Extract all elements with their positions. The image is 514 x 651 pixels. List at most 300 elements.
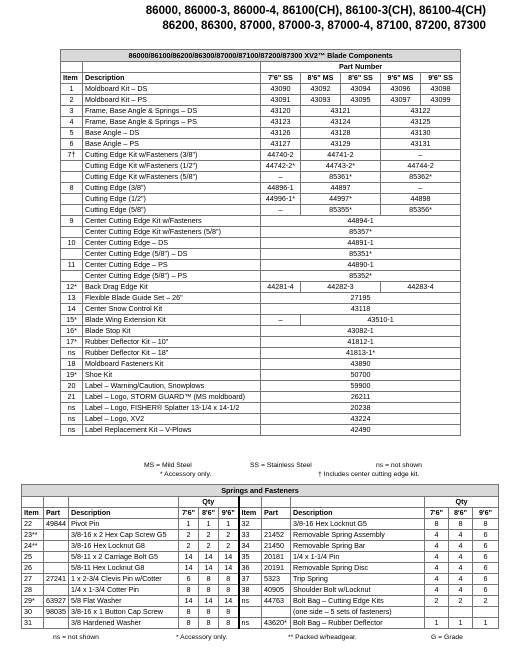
- qty-value: 8: [199, 618, 219, 629]
- item-number: 31: [22, 618, 44, 629]
- part-number-cell: 27195: [261, 293, 461, 304]
- part-number-cell: 44997*: [301, 194, 381, 205]
- qty-size-header-right: 7'6": [425, 508, 449, 519]
- qty-value: 2: [219, 541, 239, 552]
- part-number-cell: 43131: [381, 139, 461, 150]
- part-description: Bolt Bag – Rubber Deflector: [291, 618, 425, 629]
- description-header-left: Description: [69, 508, 179, 519]
- table-row: [61, 293, 461, 304]
- qty-value: 6: [473, 541, 499, 552]
- table-row: [61, 315, 461, 326]
- part-description: Shoulder Bolt w/Locknut: [291, 585, 425, 596]
- part-number-cell: –: [261, 172, 301, 183]
- table-row: [61, 304, 461, 315]
- table-row: [61, 326, 461, 337]
- item-number: ns: [61, 348, 83, 359]
- table-row: [61, 348, 461, 359]
- part-description: Center Cutting Edge Kit w/Fasteners (5/8"): [83, 227, 261, 238]
- part-number-cell: 44891-1: [261, 238, 461, 249]
- qty-value: [449, 607, 473, 618]
- blade-components-table: [60, 49, 461, 436]
- part-number: 49844: [44, 519, 69, 530]
- part-description: 3/8-16 x 2 Hex Cap Screw G5: [69, 530, 179, 541]
- part-number: [44, 585, 69, 596]
- description-header-right: Description: [291, 508, 425, 519]
- item-number: [61, 249, 83, 260]
- qty-size-header-right: 8'6": [449, 508, 473, 519]
- blade-table-title: 86000/86100/86200/86300/87000/87100/87200/87300 XV2™ Blade Components: [61, 50, 461, 62]
- qty-value: 8: [179, 585, 199, 596]
- item-number: 32: [239, 519, 262, 530]
- part-description: Moldboard Kit – DS: [83, 84, 261, 95]
- item-number: 38: [239, 585, 262, 596]
- part-description: Cutting Edge Kit w/Fasteners (5/8"): [83, 172, 261, 183]
- table-row: [61, 381, 461, 392]
- part-number-cell: 43121: [301, 106, 381, 117]
- table-row: [61, 172, 461, 183]
- qty-value: 4: [449, 585, 473, 596]
- qty-value: 4: [425, 530, 449, 541]
- part-description: 3/8-16 Hex Locknut G5: [291, 519, 425, 530]
- part-description: Base Angle – PS: [83, 139, 261, 150]
- part-number-cell: 43093: [301, 95, 341, 106]
- item-number: 3: [61, 106, 83, 117]
- part-description: Cutting Edge Kit w/Fasteners (3/8"): [83, 150, 261, 161]
- item-number: 34: [239, 541, 262, 552]
- item-number: 25: [22, 552, 44, 563]
- qty-value: 4: [425, 574, 449, 585]
- part-number-cell: 44282-3: [301, 282, 381, 293]
- part-number-cell: 85357*: [261, 227, 461, 238]
- model-list-line-1: 86000, 86000-3, 86000-4, 86100(CH), 86100-3(CH), 86100-4(CH): [145, 4, 486, 17]
- part-description: Cutting Edge (3/8"): [83, 183, 261, 194]
- part-number-cell: 43128: [301, 128, 381, 139]
- qty-value: 8: [199, 607, 219, 618]
- part-number-cell: 85352*: [261, 271, 461, 282]
- legend-center-edge: † Includes center cutting edge kit.: [318, 471, 420, 478]
- part-header-left: Part: [44, 508, 69, 519]
- table-row: [61, 205, 461, 216]
- item-number: 9: [61, 216, 83, 227]
- part-number-cell: 43126: [261, 128, 301, 139]
- part-number-cell: 44896-1: [261, 183, 301, 194]
- table-row: [61, 238, 461, 249]
- part-description: Center Snow Control Kit: [83, 304, 261, 315]
- item-number: 5: [61, 128, 83, 139]
- size-column-header: 8'6" MS: [301, 73, 341, 84]
- part-number-cell: 43095: [341, 95, 381, 106]
- legend-grade: G = Grade: [431, 634, 463, 641]
- part-description: Blade Stop Kit: [83, 326, 261, 337]
- qty-value: 4: [449, 563, 473, 574]
- part-number-cell: 43510-1: [301, 315, 461, 326]
- part-number-cell: 43099: [421, 95, 461, 106]
- item-number: 20: [61, 381, 83, 392]
- part-description: (one side – 5 sets of fasteners): [291, 607, 425, 618]
- part-description: Blade Wing Extension Kit: [83, 315, 261, 326]
- table-row: [22, 574, 499, 585]
- qty-value: 1: [199, 519, 219, 530]
- qty-value: 1: [179, 519, 199, 530]
- item-number: 24**: [22, 541, 44, 552]
- part-number-cell: 43098: [421, 84, 461, 95]
- item-number: 35: [239, 552, 262, 563]
- item-number: 11: [61, 260, 83, 271]
- qty-value: 8: [219, 574, 239, 585]
- item-number: 21: [61, 392, 83, 403]
- qty-value: 2: [425, 596, 449, 607]
- part-description: Frame, Base Angle & Springs – DS: [83, 106, 261, 117]
- size-column-header: 9'6" MS: [381, 73, 421, 84]
- part-description: 1/4 x 1-1/4 Pin: [291, 552, 425, 563]
- part-number-cell: 41812-1: [261, 337, 461, 348]
- part-number-cell: 43129: [301, 139, 381, 150]
- item-number: [61, 172, 83, 183]
- description-column-header: Description: [83, 73, 261, 84]
- qty-value: 1: [425, 618, 449, 629]
- table-row: [61, 216, 461, 227]
- qty-value: 1: [449, 618, 473, 629]
- part-description: Removable Spring Disc: [291, 563, 425, 574]
- part-number-cell: –: [261, 205, 301, 216]
- part-description: 5/8-11 x 2 Carriage Bolt G5: [69, 552, 179, 563]
- qty-value: 4: [449, 530, 473, 541]
- part-description: Frame, Base Angle & Springs – PS: [83, 117, 261, 128]
- item-number: 29*: [22, 596, 44, 607]
- part-number-header: Part Number: [261, 62, 461, 73]
- part-description: Center Cutting Edge (5/8") – PS: [83, 271, 261, 282]
- part-number-cell: 43127: [261, 139, 301, 150]
- part-description: Flexible Blade Guide Set – 26": [83, 293, 261, 304]
- table-row: [22, 563, 499, 574]
- item-number: 2: [61, 95, 83, 106]
- part-description: Bolt Bag – Cutting Edge Kits: [291, 596, 425, 607]
- part-description: Cutting Edge (5/8"): [83, 205, 261, 216]
- item-number: ns: [61, 425, 83, 436]
- item-number: 7†: [61, 150, 83, 161]
- qty-value: 14: [179, 563, 199, 574]
- item-number: ns: [61, 414, 83, 425]
- part-description: 1 x 2-3/4 Clevis Pin w/Cotter: [69, 574, 179, 585]
- springs-fasteners-table: [21, 484, 499, 629]
- item-number: 33: [239, 530, 262, 541]
- item-number: 12*: [61, 282, 83, 293]
- qty-value: 14: [199, 552, 219, 563]
- qty-value: [425, 607, 449, 618]
- table-row: [61, 95, 461, 106]
- table-row: [61, 337, 461, 348]
- table-row: [61, 425, 461, 436]
- part-number-cell: 43890: [261, 359, 461, 370]
- item-number: [61, 271, 83, 282]
- legend-accessory: * Accessory only.: [160, 471, 212, 478]
- part-description: 5/8-11 Hex Locknut G8: [69, 563, 179, 574]
- page-header: [146, 3, 486, 33]
- part-description: 3/8-16 Hex Locknut G8: [69, 541, 179, 552]
- table-row: [61, 403, 461, 414]
- part-number: [44, 618, 69, 629]
- part-number-cell: 44742-2*: [261, 161, 301, 172]
- qty-size-header-left: 7'6": [179, 508, 199, 519]
- part-number-cell: 85355*: [301, 205, 381, 216]
- part-number-cell: 43120: [261, 106, 301, 117]
- qty-size-header-left: 9'6": [219, 508, 239, 519]
- part-description: Cutting Edge (1/2"): [83, 194, 261, 205]
- part-description: Rubber Deflector Kit – 10": [83, 337, 261, 348]
- item-number: 37: [239, 574, 262, 585]
- part-number: 43620*: [262, 618, 291, 629]
- item-number: 4: [61, 117, 83, 128]
- item-number: ns: [239, 596, 262, 607]
- item-number: ns: [239, 618, 262, 629]
- item-number: 30: [22, 607, 44, 618]
- size-column-header: 8'6" SS: [341, 73, 381, 84]
- part-number-cell: 43118: [261, 304, 461, 315]
- table-row: [61, 370, 461, 381]
- part-description: 3/8 Hardened Washer: [69, 618, 179, 629]
- part-number-cell: 43090: [261, 84, 301, 95]
- qty-value: 2: [199, 541, 219, 552]
- part-number-cell: 43122: [381, 106, 461, 117]
- qty-value: 8: [179, 607, 199, 618]
- table-row: [22, 541, 499, 552]
- part-description: 3/8-16 x 1 Button Cap Screw: [69, 607, 179, 618]
- part-number-cell: –: [261, 315, 301, 326]
- part-number-cell: 85362*: [381, 172, 461, 183]
- part-description: Label – Warning/Caution, Snowplows: [83, 381, 261, 392]
- item-column-header: Item: [61, 73, 83, 84]
- qty-header-left: Qty: [179, 497, 239, 508]
- qty-value: 6: [473, 585, 499, 596]
- qty-value: 8: [219, 585, 239, 596]
- part-number-cell: 85361*: [301, 172, 381, 183]
- item-header-right: Item: [239, 508, 262, 519]
- item-number: 16*: [61, 326, 83, 337]
- item-number: 28: [22, 585, 44, 596]
- legend-mild-steel: MS = Mild Steel: [144, 462, 192, 469]
- part-number: 21450: [262, 541, 291, 552]
- part-description: Moldboard Fasteners Kit: [83, 359, 261, 370]
- table-row: [61, 271, 461, 282]
- qty-value: 8: [179, 618, 199, 629]
- qty-value: 14: [219, 563, 239, 574]
- qty-value: 4: [449, 552, 473, 563]
- item-number: 23**: [22, 530, 44, 541]
- size-column-header: 7'6" SS: [261, 73, 301, 84]
- part-number: [44, 541, 69, 552]
- qty-value: 8: [199, 574, 219, 585]
- item-number: [61, 227, 83, 238]
- qty-value: 2: [179, 530, 199, 541]
- part-description: Center Cutting Edge – PS: [83, 260, 261, 271]
- size-column-header: 9'6" SS: [421, 73, 461, 84]
- qty-value: 6: [179, 574, 199, 585]
- part-number: [44, 552, 69, 563]
- table-row: [61, 117, 461, 128]
- item-number: 14: [61, 304, 83, 315]
- part-number-cell: 26211: [261, 392, 461, 403]
- legend-stainless-steel: SS = Stainless Steel: [250, 462, 312, 469]
- part-description: Label – Logo, FISHER® Splatter 13-1/4 x 14-1/2: [83, 403, 261, 414]
- item-number: 22: [22, 519, 44, 530]
- part-number-cell: 59900: [261, 381, 461, 392]
- part-number-cell: 85356*: [381, 205, 461, 216]
- item-number: ns: [61, 403, 83, 414]
- legend-not-shown-2: ns = not shown: [53, 634, 99, 641]
- part-number-cell: 44744-2: [381, 161, 461, 172]
- table-row: [22, 618, 499, 629]
- qty-value: 8: [449, 519, 473, 530]
- item-number: [61, 205, 83, 216]
- part-description: Rubber Deflector Kit – 18": [83, 348, 261, 359]
- part-number-cell: 44283-4: [381, 282, 461, 293]
- item-number: 17*: [61, 337, 83, 348]
- part-description: Shoe Kit: [83, 370, 261, 381]
- part-number: 40905: [262, 585, 291, 596]
- part-number: 20181: [262, 552, 291, 563]
- part-description: Removable Spring Assembly: [291, 530, 425, 541]
- part-number-cell: 44281-4: [261, 282, 301, 293]
- qty-value: 4: [425, 585, 449, 596]
- qty-value: 8: [473, 519, 499, 530]
- part-number: [262, 519, 291, 530]
- part-number-cell: 44740-2: [261, 150, 301, 161]
- part-description: Removable Spring Bar: [291, 541, 425, 552]
- table-row: [61, 227, 461, 238]
- part-number-cell: 44894-1: [261, 216, 461, 227]
- qty-value: 8: [425, 519, 449, 530]
- qty-size-header-left: 8'6": [199, 508, 219, 519]
- qty-value: 6: [473, 552, 499, 563]
- springs-table-title: Springs and Fasteners: [22, 485, 499, 497]
- part-description: Back Drag Edge Kit: [83, 282, 261, 293]
- part-description: Pivot Pin: [69, 519, 179, 530]
- table-row: [61, 139, 461, 150]
- part-number-cell: 41813-1*: [261, 348, 461, 359]
- legend-not-shown: ns = not shown: [376, 462, 422, 469]
- part-number-cell: –: [381, 183, 461, 194]
- part-number-cell: 42490: [261, 425, 461, 436]
- qty-value: 14: [179, 596, 199, 607]
- part-description: Label – Logo, XV2: [83, 414, 261, 425]
- part-header-right: Part: [262, 508, 291, 519]
- item-number: 1: [61, 84, 83, 95]
- table-row: [61, 128, 461, 139]
- item-number: 15*: [61, 315, 83, 326]
- item-number: 8: [61, 183, 83, 194]
- qty-value: 14: [179, 552, 199, 563]
- qty-value: 8: [219, 607, 239, 618]
- part-number-cell: 44890-1: [261, 260, 461, 271]
- item-number: [61, 194, 83, 205]
- item-number: 36: [239, 563, 262, 574]
- item-header-left: Item: [22, 508, 44, 519]
- qty-value: 14: [199, 596, 219, 607]
- qty-value: 4: [425, 552, 449, 563]
- qty-value: 4: [425, 563, 449, 574]
- legend-packed: ** Packed w/headgear.: [288, 634, 357, 641]
- part-number-cell: 44898: [381, 194, 461, 205]
- part-number: 21452: [262, 530, 291, 541]
- qty-value: 1: [473, 618, 499, 629]
- part-number-cell: 43096: [381, 84, 421, 95]
- part-number: 98035: [44, 607, 69, 618]
- part-description: 1/4 x 1-3/4 Cotter Pin: [69, 585, 179, 596]
- part-number-cell: 85351*: [261, 249, 461, 260]
- table-row: [22, 607, 499, 618]
- part-number-cell: 44741-2: [301, 150, 381, 161]
- qty-value: 8: [199, 585, 219, 596]
- table-row: [61, 84, 461, 95]
- table-row: [61, 150, 461, 161]
- part-description: Moldboard Kit – PS: [83, 95, 261, 106]
- part-number-cell: 43092: [301, 84, 341, 95]
- part-description: Cutting Edge Kit w/Fasteners (1/2"): [83, 161, 261, 172]
- part-number-cell: 50700: [261, 370, 461, 381]
- part-number-cell: 43091: [261, 95, 301, 106]
- part-number-cell: 44996-1*: [261, 194, 301, 205]
- qty-value: 6: [473, 530, 499, 541]
- table-row: [61, 414, 461, 425]
- table-row: [61, 249, 461, 260]
- legend-accessory-2: * Accessory only.: [176, 634, 228, 641]
- part-number: 27241: [44, 574, 69, 585]
- qty-value: 2: [449, 596, 473, 607]
- part-number-cell: 43224: [261, 414, 461, 425]
- qty-value: 6: [473, 563, 499, 574]
- qty-value: 4: [449, 574, 473, 585]
- table-row: [22, 596, 499, 607]
- model-list-line-2: 86200, 86300, 87000, 87000-3, 87000-4, 87100, 87200, 87300: [162, 19, 486, 32]
- item-number: 27: [22, 574, 44, 585]
- part-description: Base Angle – DS: [83, 128, 261, 139]
- qty-value: 6: [473, 574, 499, 585]
- part-number: [262, 607, 291, 618]
- part-number-cell: 43130: [381, 128, 461, 139]
- table-row: [61, 282, 461, 293]
- part-number: 5323: [262, 574, 291, 585]
- qty-value: 14: [219, 596, 239, 607]
- item-number: 10: [61, 238, 83, 249]
- part-number-cell: 43123: [261, 117, 301, 128]
- qty-value: 4: [449, 541, 473, 552]
- qty-header-right: Qty: [425, 497, 499, 508]
- table-row: [61, 392, 461, 403]
- qty-value: 4: [425, 541, 449, 552]
- table-row: [61, 161, 461, 172]
- qty-size-header-right: 9'6": [473, 508, 499, 519]
- qty-value: 14: [199, 563, 219, 574]
- item-number: 6: [61, 139, 83, 150]
- part-number-cell: 44897: [301, 183, 381, 194]
- item-number: 18: [61, 359, 83, 370]
- table-row: [22, 585, 499, 596]
- part-number: [44, 563, 69, 574]
- part-description: 5/8 Flat Washer: [69, 596, 179, 607]
- qty-value: 2: [219, 530, 239, 541]
- qty-value: 8: [219, 618, 239, 629]
- part-number: [44, 530, 69, 541]
- table-row: [22, 552, 499, 563]
- table-row: [61, 194, 461, 205]
- part-number-cell: –: [381, 150, 461, 161]
- part-description: Trip Spring: [291, 574, 425, 585]
- part-number-cell: 20238: [261, 403, 461, 414]
- table-row: [61, 359, 461, 370]
- qty-value: [473, 607, 499, 618]
- part-number-cell: 43082-1: [261, 326, 461, 337]
- qty-value: 2: [179, 541, 199, 552]
